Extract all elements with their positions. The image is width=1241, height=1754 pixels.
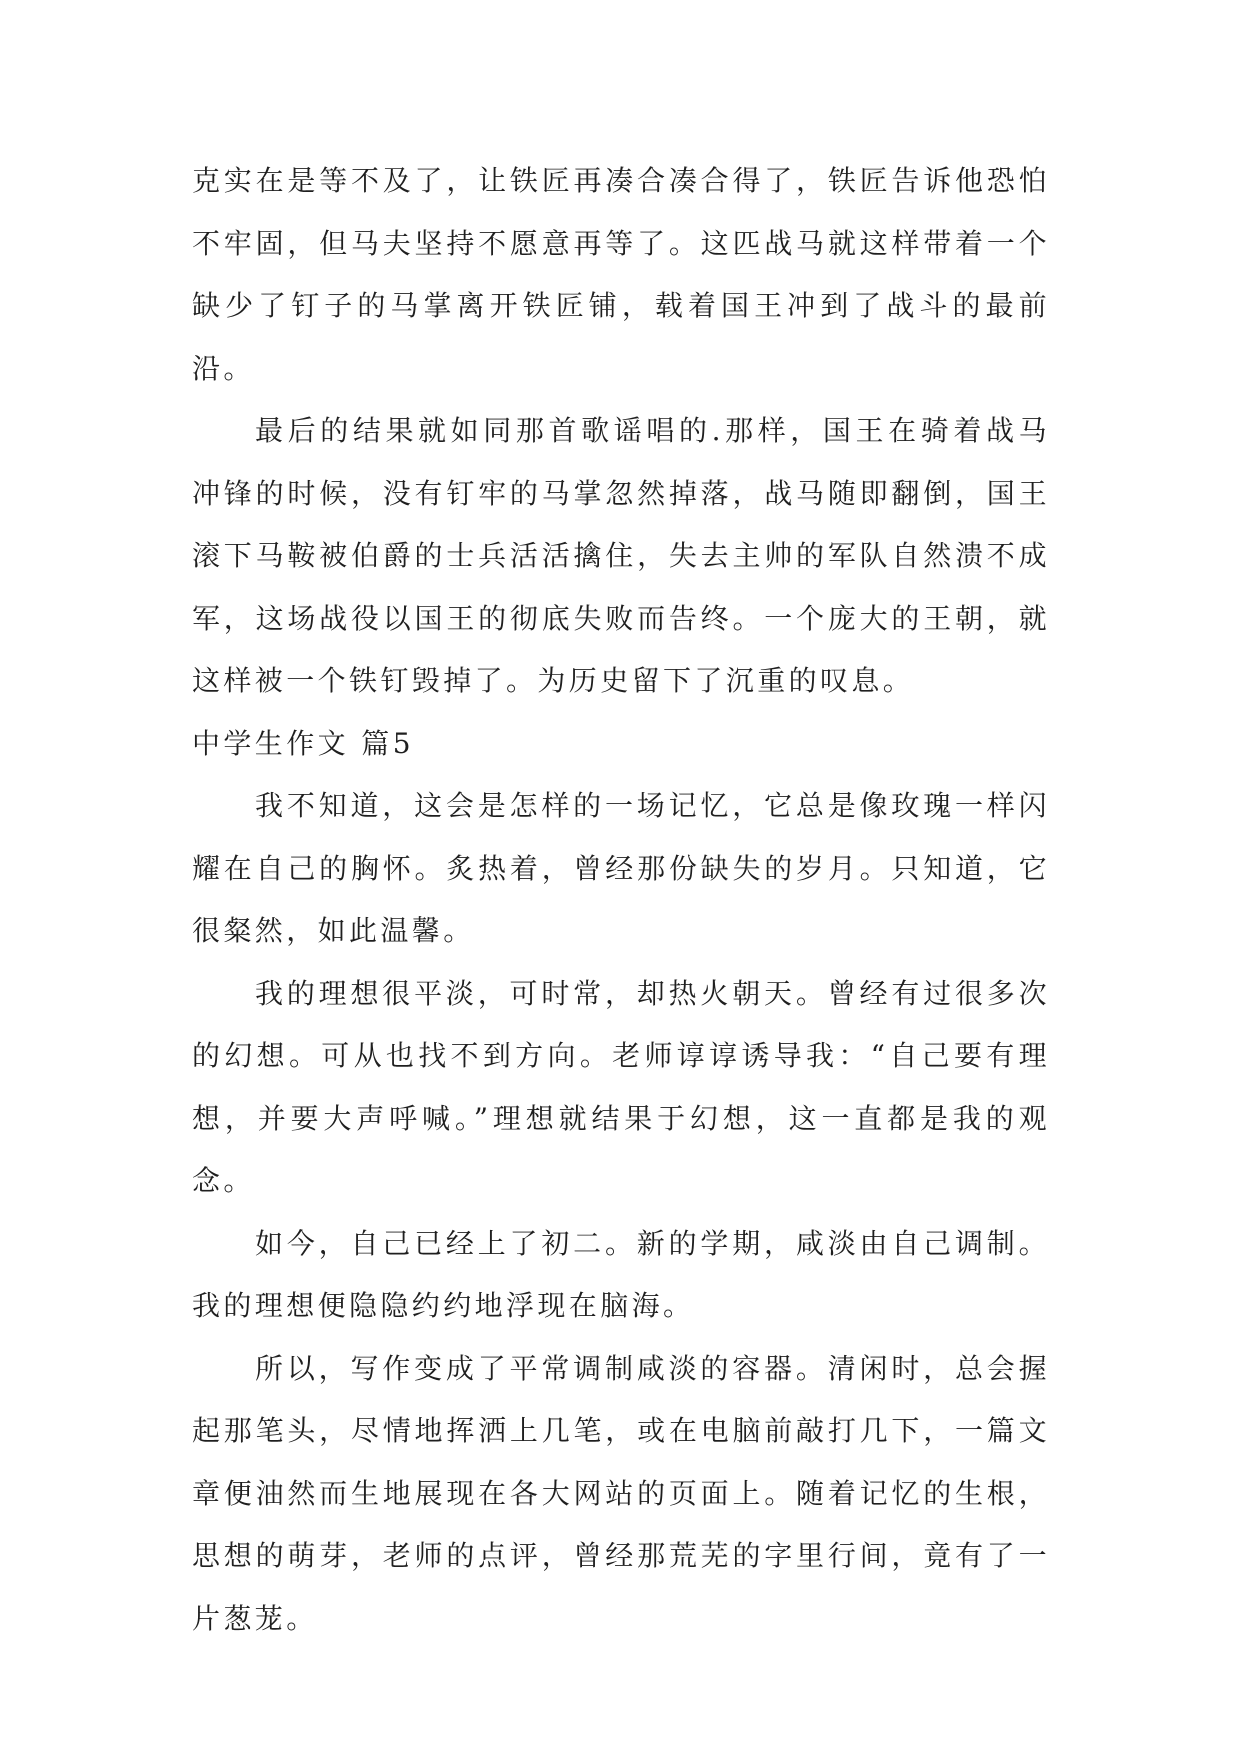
document-page xyxy=(192,150,1050,1650)
paragraph-continuation: 克实在是等不及了，让铁匠再凑合凑合得了，铁匠告诉他恐怕不牢固，但马夫坚持不愿意再等了。这匹战马就这样带着一个缺少了钉子的马掌离开铁匠铺，载着国王冲到了战斗的最前沿。 xyxy=(192,164,1050,385)
paragraph-body: 我不知道，这会是怎样的一场记忆，它总是像玫瑰一样闪耀在自己的胸怀。炙热着，曾经那份缺失的岁月。只知道，它很粲然，如此温馨。 xyxy=(192,789,1050,947)
paragraph-body: 如今，自己已经上了初二。新的学期，咸淡由自己调制。我的理想便隐隐约约地浮现在脑海。 xyxy=(192,1226,1050,1322)
paragraph-body: 我的理想很平淡，可时常，却热火朝天。曾经有过很多次的幻想。可从也找不到方向。老师谆谆诱导我：“自己要有理想，并要大声呼喊。”理想就结果于幻想，这一直都是我的观念。 xyxy=(192,976,1050,1197)
paragraph-body: 所以，写作变成了平常调制咸淡的容器。清闲时，总会握起那笔头，尽情地挥洒上几笔，或在电脑前敲打几下，一篇文章便油然而生地展现在各大网站的页面上。随着记忆的生根，思想的萌芽，老师的点评，曾经那荒芜的字里行间，竟有了一片葱茏。 xyxy=(192,1351,1050,1635)
section-heading: 中学生作文 篇5 xyxy=(192,726,414,760)
paragraph-body: 最后的结果就如同那首歌谣唱的.那样，国王在骑着战马冲锋的时候，没有钉牢的马掌忽然掉落，战马随即翻倒，国王滚下马鞍被伯爵的士兵活活擒住，失去主帅的军队自然溃不成军，这场战役以国王的彻底失败而告终。一个庞大的王朝，就这样被一个铁钉毁掉了。为历史留下了沉重的叹息。 xyxy=(192,414,1050,697)
